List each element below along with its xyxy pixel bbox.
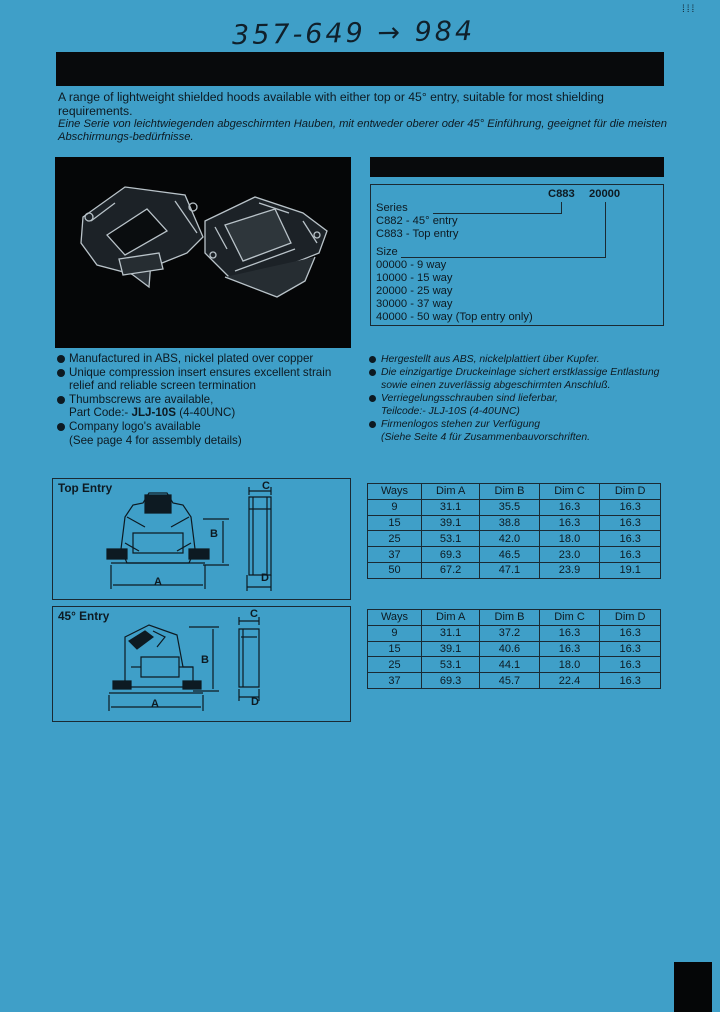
table-row: 9 31.1 37.2 16.3 16.3 [368,625,661,641]
top-entry-title: Top Entry [58,481,113,495]
series-leader-horizontal [433,213,562,214]
bullet-icon [57,355,65,363]
thumbscrew-part-code: Part Code:- JLJ-10S (4-40UNC) [69,406,236,420]
dim-a-label: A [154,576,162,588]
intro-german: Eine Serie von leichtwiegenden abgeschirmten Hauben, mit entweder oberer oder 45° Einführung, geeignet für die meisten Abschirmungs-bedürfnisse. [58,118,667,143]
dim-a-label: A [151,698,159,710]
size-leader-vertical [605,202,606,257]
edge-marks: ⁞⁞⁞ [682,4,697,15]
feature-subnote: (Siehe Seite 4 für Zusammenbauvorschriften. [381,432,591,443]
column-header: Dim D [600,484,661,500]
series-leader-vertical [561,202,562,213]
dim-d-label: D [251,696,259,708]
feature-item: Thumbscrews are available, Part Code:- JLJ-10S (4-40UNC) [56,393,356,420]
column-header: Dim C [539,610,600,626]
table-header-row [368,610,661,626]
table-row: 37 69.3 46.5 23.0 16.3 [368,547,661,563]
top-entry-dimension-table [367,483,661,579]
dim-b-label: B [210,528,218,540]
table-row: 15 39.1 38.8 16.3 16.3 [368,515,661,531]
features-english [56,352,356,447]
feature-item: Company logo's available (See page 4 for assembly details) [56,420,356,447]
series-label: Series [376,202,408,214]
bullet-icon [57,396,65,404]
order-code-size: 20000 [589,188,621,200]
order-code-series: C883 [548,188,575,200]
entry-45-drawing-panel [52,606,351,722]
feature-subnote: Teilcode:- JLJ-10S (4-40UNC) [381,406,520,417]
table-row: 9 31.1 35.5 16.3 16.3 [368,499,661,515]
top-entry-drawing-panel [52,478,351,600]
column-header: Dim D [600,610,661,626]
size-leader-horizontal [401,257,606,258]
feature-subnote: (See page 4 for assembly details) [69,433,242,447]
feature-item: Die einzigartige Druckeinlage sichert erstklassige Entlastung sowie einen zuverlässig abgeschirmten Anschluß. [368,366,668,392]
size-option: 00000 - 9 way [376,259,447,271]
column-header: Dim A [421,484,479,500]
feature-item: Firmenlogos stehen zur Verfügung (Siehe Seite 4 für Zusammenbauvorschriften. [368,418,668,444]
table-row: 15 39.1 40.6 16.3 16.3 [368,641,661,657]
bullet-icon [369,395,376,402]
table-row: 50 67.2 47.1 23.9 19.1 [368,562,661,578]
bullet-icon [369,356,376,363]
bullet-icon [57,369,65,377]
bullet-icon [369,421,376,428]
entry-45-title: 45° Entry [58,609,110,623]
page-corner-tab [674,962,712,1012]
series-option: C883 - Top entry [376,228,459,240]
size-option: 20000 - 25 way [376,285,453,297]
title-bar [56,52,664,86]
table-row: 37 69.3 45.7 22.4 16.3 [368,673,661,689]
dim-c-label: C [250,608,258,620]
dim-d-label: D [261,572,269,584]
column-header: Dim C [539,484,600,500]
column-header: Dim A [421,610,479,626]
column-header: Dim B [480,484,539,500]
product-photo [55,157,351,348]
ordering-code-box [370,184,664,326]
column-header: Ways [368,610,422,626]
size-label: Size [376,246,398,258]
feature-item: Manufactured in ABS, nickel plated over copper [56,352,356,366]
series-option: C882 - 45° entry [376,215,458,227]
column-header: Dim B [480,610,539,626]
column-header: Ways [368,484,422,500]
handwritten-note: 357-649 → 984 [231,15,476,52]
size-option: 30000 - 37 way [376,298,453,310]
table-row: 25 53.1 44.1 18.0 16.3 [368,657,661,673]
features-german [368,353,668,444]
feature-item: Unique compression insert ensures excellent strain relief and reliable screen termination [56,366,356,393]
size-option: 40000 - 50 way (Top entry only) [376,311,533,323]
entry-45-drawing [53,607,350,721]
top-entry-drawing [53,479,350,599]
feature-item: Verriegelungsschrauben sind lieferbar, Teilcode:- JLJ-10S (4-40UNC) [368,392,668,418]
dim-b-label: B [201,654,209,666]
table-row: 25 53.1 42.0 18.0 16.3 [368,531,661,547]
intro-english: A range of lightweight shielded hoods available with either top or 45° entry, suitable for most shielding requirements. [58,90,604,118]
size-option: 10000 - 15 way [376,272,453,284]
table-header-row [368,484,661,500]
bullet-icon [57,423,65,431]
hood-photo-illustration [55,157,351,348]
dim-c-label: C [262,480,270,492]
ordering-info-bar [370,157,664,177]
feature-item: Hergestellt aus ABS, nickelplattiert über Kupfer. [368,353,668,366]
entry-45-dimension-table [367,609,661,689]
bullet-icon [369,369,376,376]
